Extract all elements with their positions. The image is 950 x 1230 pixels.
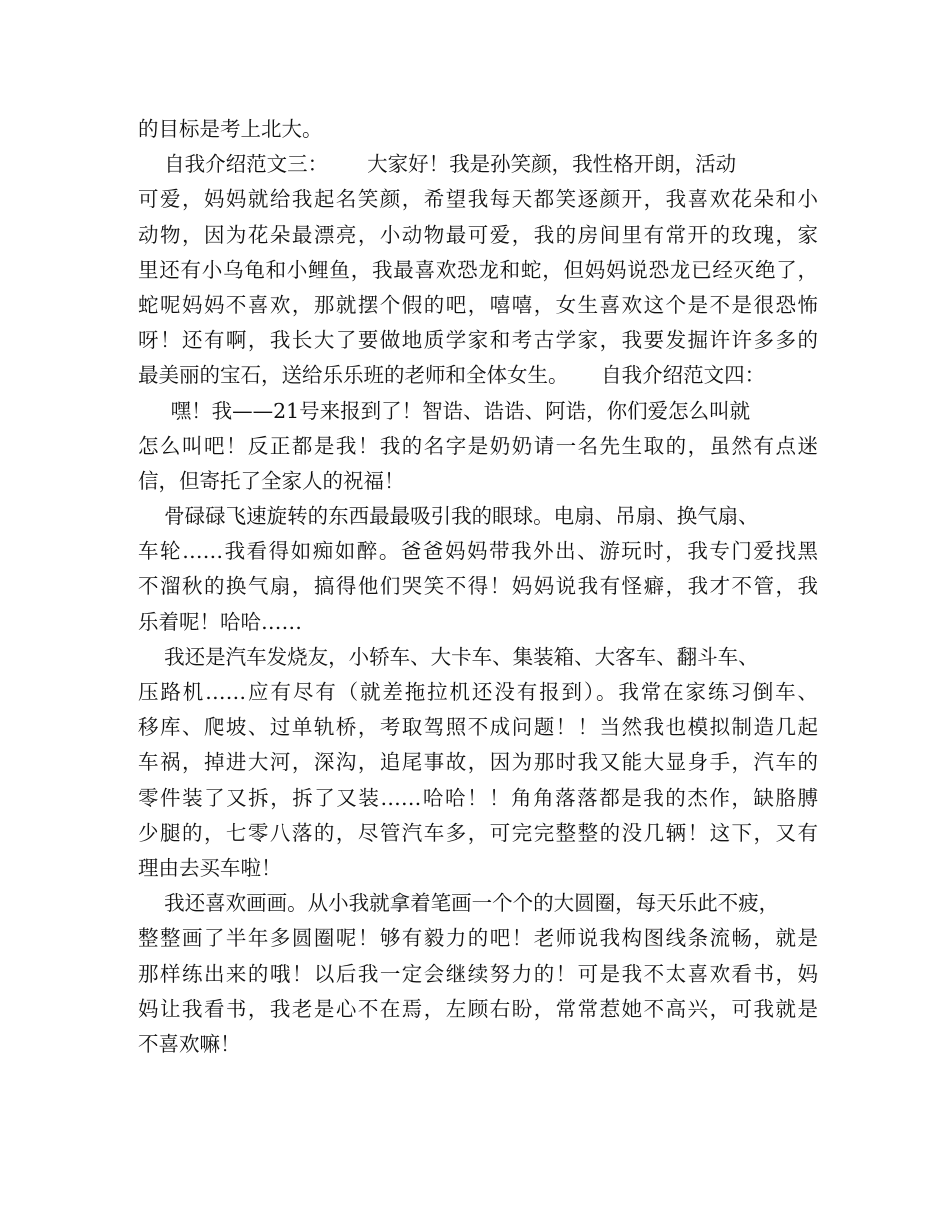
text-line: 少腿的，七零八落的，尽管汽车多，可完完整整的没几辆！这下，又有: [138, 820, 818, 845]
text-line: 最美丽的宝石，送给乐乐班的老师和全体女生。 自我介绍范文四：: [138, 363, 766, 388]
text-line: 车祸，掉进大河，深沟，追尾事故，因为那时我又能大显身手，汽车的: [138, 750, 818, 775]
text-line: 我还是汽车发烧友，小轿车、大卡车、集装箱、大客车、翻斗车、: [138, 644, 759, 669]
text-line: 乐着呢！哈哈……: [138, 609, 302, 634]
text-line: 理由去买车啦！: [138, 855, 282, 880]
text-line: 妈让我看书，我老是心不在焉，左顾右盼，常常惹她不高兴，可我就是: [138, 996, 818, 1021]
text-line: 移库、爬坡、过单轨桥，考取驾照不成问题！！当然我也模拟制造几起: [138, 715, 818, 740]
text-line: 嘿！我——21号来报到了！智诰、诰诰、阿诰，你们爱怎么叫就: [138, 398, 751, 423]
text-line: 整整画了半年多圆圈呢！够有毅力的吧！老师说我构图线条流畅，就是: [138, 926, 818, 951]
text-line: 动物，因为花朵最漂亮，小动物最可爱，我的房间里有常开的玫瑰，家: [138, 222, 818, 247]
text-line: 自我介绍范文三： 大家好！我是孙笑颜，我性格开朗，活动: [138, 152, 737, 177]
text-line: 不喜欢嘛！: [138, 1031, 241, 1056]
text-line: 零件装了又拆，拆了又装……哈哈！！角角落落都是我的杰作，缺胳膊: [138, 785, 818, 810]
text-line: 的目标是考上北大。: [138, 117, 323, 141]
text-line: 我还喜欢画画。从小我就拿着笔画一个个的大圆圈，每天乐此不疲，: [138, 891, 780, 916]
text-line: 怎么叫吧！反正都是我！我的名字是奶奶请一名先生取的，虽然有点迷: [138, 433, 818, 458]
text-line: 骨碌碌飞速旋转的东西最最吸引我的眼球。电扇、吊扇、换气扇、: [138, 504, 759, 529]
text-line: 车轮……我看得如痴如醉。爸爸妈妈带我外出、游玩时，我专门爱找黑: [138, 539, 818, 564]
text-line: 信，但寄托了全家人的祝福！: [138, 468, 405, 493]
text-line: 呀！还有啊，我长大了要做地质学家和考古学家，我要发掘许许多多的: [138, 328, 818, 353]
text-line: 那样练出来的哦！以后我一定会继续努力的！可是我不太喜欢看书，妈: [138, 961, 818, 986]
text-line: 里还有小乌龟和小鲤鱼，我最喜欢恐龙和蛇，但妈妈说恐龙已经灭绝了，: [138, 257, 818, 282]
text-line: 可爱，妈妈就给我起名笑颜，希望我每天都笑逐颜开，我喜欢花朵和小: [138, 187, 818, 212]
body-text: [138, 112, 818, 1062]
text-line: 压路机……应有尽有（就差拖拉机还没有报到）。我常在家练习倒车、: [138, 680, 818, 704]
text-line: 蛇呢妈妈不喜欢，那就摆个假的吧，嘻嘻，女生喜欢这个是不是很恐怖: [138, 292, 818, 317]
text-line: 不溜秋的换气扇，搞得他们哭笑不得！妈妈说我有怪癖，我才不管，我: [138, 574, 818, 599]
